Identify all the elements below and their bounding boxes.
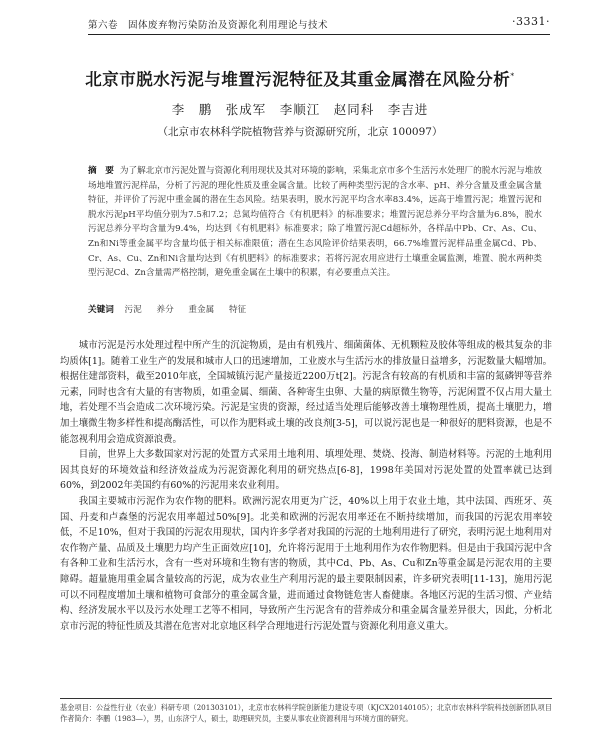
keywords xyxy=(88,303,542,315)
affiliation: （北京市农林科学院植物营养与资源研究所，北京 100097） xyxy=(157,126,443,138)
body-paragraph: 城市污泥是污水处理过程中所产生的沉淀物质，是由有机残片、细菌菌体、无机颗粒及胶体等组成的极其复杂的非均质体[1]。随着工业生产的发展和城市人口的迅速增加，工业废水与生活污水的排放量日益增多，污泥数量大幅增加。根据住建部资料，截至2010年底，全国城镇污泥产量接近2200万t[2]。污泥含有较高的有机质和丰富的氮磷钾等营养元素，同时也含有大量的有害物质，如重金属、细菌、各种寄生虫卵、大量的病原微生物等，污泥闲置不仅占用大量土地，若处理不当会造成二次环境污染。污泥是宝贵的资源，经过适当处理后能够改善土壤物理性质，提高土壤肥力，增加土壤微生物多样性和提高酶活性，可以作为肥料或土壤的改良剂[3-5]，可以说污泥也是一种很好的肥料资源，也是不能忽视利用会造成资源浪费。 xyxy=(60,340,552,445)
body-paragraph: 目前，世界上大多数国家对污泥的处置方式采用土地利用、填埋处理、焚烧、投海、制造材料等。污泥的土地利用因其良好的环境效益和经济效益成为污泥资源化利用的研究热点[6-8]，1998年美国对污泥处置的处置率就已达到60%，到2002年美国约有60%的污泥用来农业利用。 xyxy=(60,449,552,492)
keyword: 特征 xyxy=(228,305,247,315)
body-paragraph: 我国主要城市污泥作为农作物的肥料。欧洲污泥农用更为广泛，40%以上用于农业土地，其中法国、西班牙、英国、丹麦和卢森堡的污泥农用率超过50%[9]。北美和欧洲的污泥农用率还在不断持续增加，而我国的污泥农用率较低，不足10%，但对于我国的污泥农用现状，国内许多学者对我国的污泥的土地利用进行了研究，表明污泥土地利用对农作物产量、品质及土壤肥力均产生正面效应[10]，允许将污泥用于土地利用作为农作物肥料。但是由于我国污泥中含有各种工业和生活污水，含有一些对环境和生物有害的物质，其中Cd、Pb、As、Cu和Zn等重金属是污泥农用的主要障碍。超量施用重金属含量较高的污泥，成为农业生产利用污泥的最主要限制因素，许多研究表明[11-13]，施用污泥可以不同程度增加土壤和植物可食部分的重金属含量，进而通过食物链危害人畜健康。各地区污泥的生活习惯、产业结构、经济发展水平以及污水处理工艺等不相同，导致所产生污泥含有的营养成分和重金属含量差异很大，因此，分析北京市污泥的特征性质及其潜在危害对北京地区科学合理地进行污泥处置与资源化利用意义重大。 xyxy=(60,495,552,632)
body-text xyxy=(60,338,552,634)
paper-title xyxy=(40,66,560,90)
paper-title-text: 北京市脱水污泥与堆置污泥特征及其重金属潜在风险分析 xyxy=(85,70,511,89)
footnotes xyxy=(60,698,552,724)
title-footnote-mark: * xyxy=(510,71,515,81)
abstract xyxy=(88,164,542,281)
keyword: 重金属 xyxy=(188,305,215,315)
keywords-label: 关键词 xyxy=(88,305,114,315)
journal-name: 第六卷 固体废弃物污染防治及资源化利用理论与技术 xyxy=(88,20,329,31)
running-head xyxy=(88,14,550,35)
keyword: 养分 xyxy=(156,305,174,315)
footnote-funding: 基金项目：公益性行业（农业）科研专项（201303101），北京市农林科学院创新能力建设专项（KJCX20140105）；北京市农林科学院科技创新团队项目 xyxy=(60,703,552,712)
footnote-author-bio: 作者简介：李鹏（1983—），男，山东济宁人，硕士，助理研究员，主要从事农业资源利用与环境方面的研究。 xyxy=(60,713,413,723)
author-list: 李 鹏 张成军 李顺江 赵同科 李吉进 xyxy=(171,102,429,117)
page-number: ·3331· xyxy=(512,15,550,28)
keyword: 污泥 xyxy=(124,305,142,315)
abstract-label: 摘 要 xyxy=(88,166,114,176)
abstract-text: 为了解北京市污泥处置与资源化利用现状及其对环境的影响，采集北京市多个生活污水处理厂的脱水污泥与堆放场地堆置污泥样品，分析了污泥的理化性质及重金属含量。比较了两种类型污泥的含水率、pH、养分含量及重金属含量特征，并评价了污泥中重金属的潜在生态风险。结果表明，脱水污泥平均含水率83.4%，远高于堆置污泥；堆置污泥和脱水污泥pH平均值分别为7.5和7.2；总氮均值符合《有机肥料》的标准要求；堆置污泥总养分平均含量为6.8%，脱水污泥总养分平均含量为9.4%，均达到《有机肥料》标准要求；除了堆置污泥Cd超标外，各样品中Pb、Cr、As、Cu、Zn和Ni等重金属平均含量均低于相关标准限值；潜在生态风险评价结果表明，66.7%堆置污泥样品重金属Cd、Pb、Cr、As、Cu、Zn和Ni含量均达到《有机肥料》的标准要求；若将污泥农用应进行土壤重金属监测，堆置、脱水两种类型污泥Cd、Zn含量需严格控制，避免重金属在土壤中的积累，有必要重点关注。 xyxy=(88,166,542,279)
